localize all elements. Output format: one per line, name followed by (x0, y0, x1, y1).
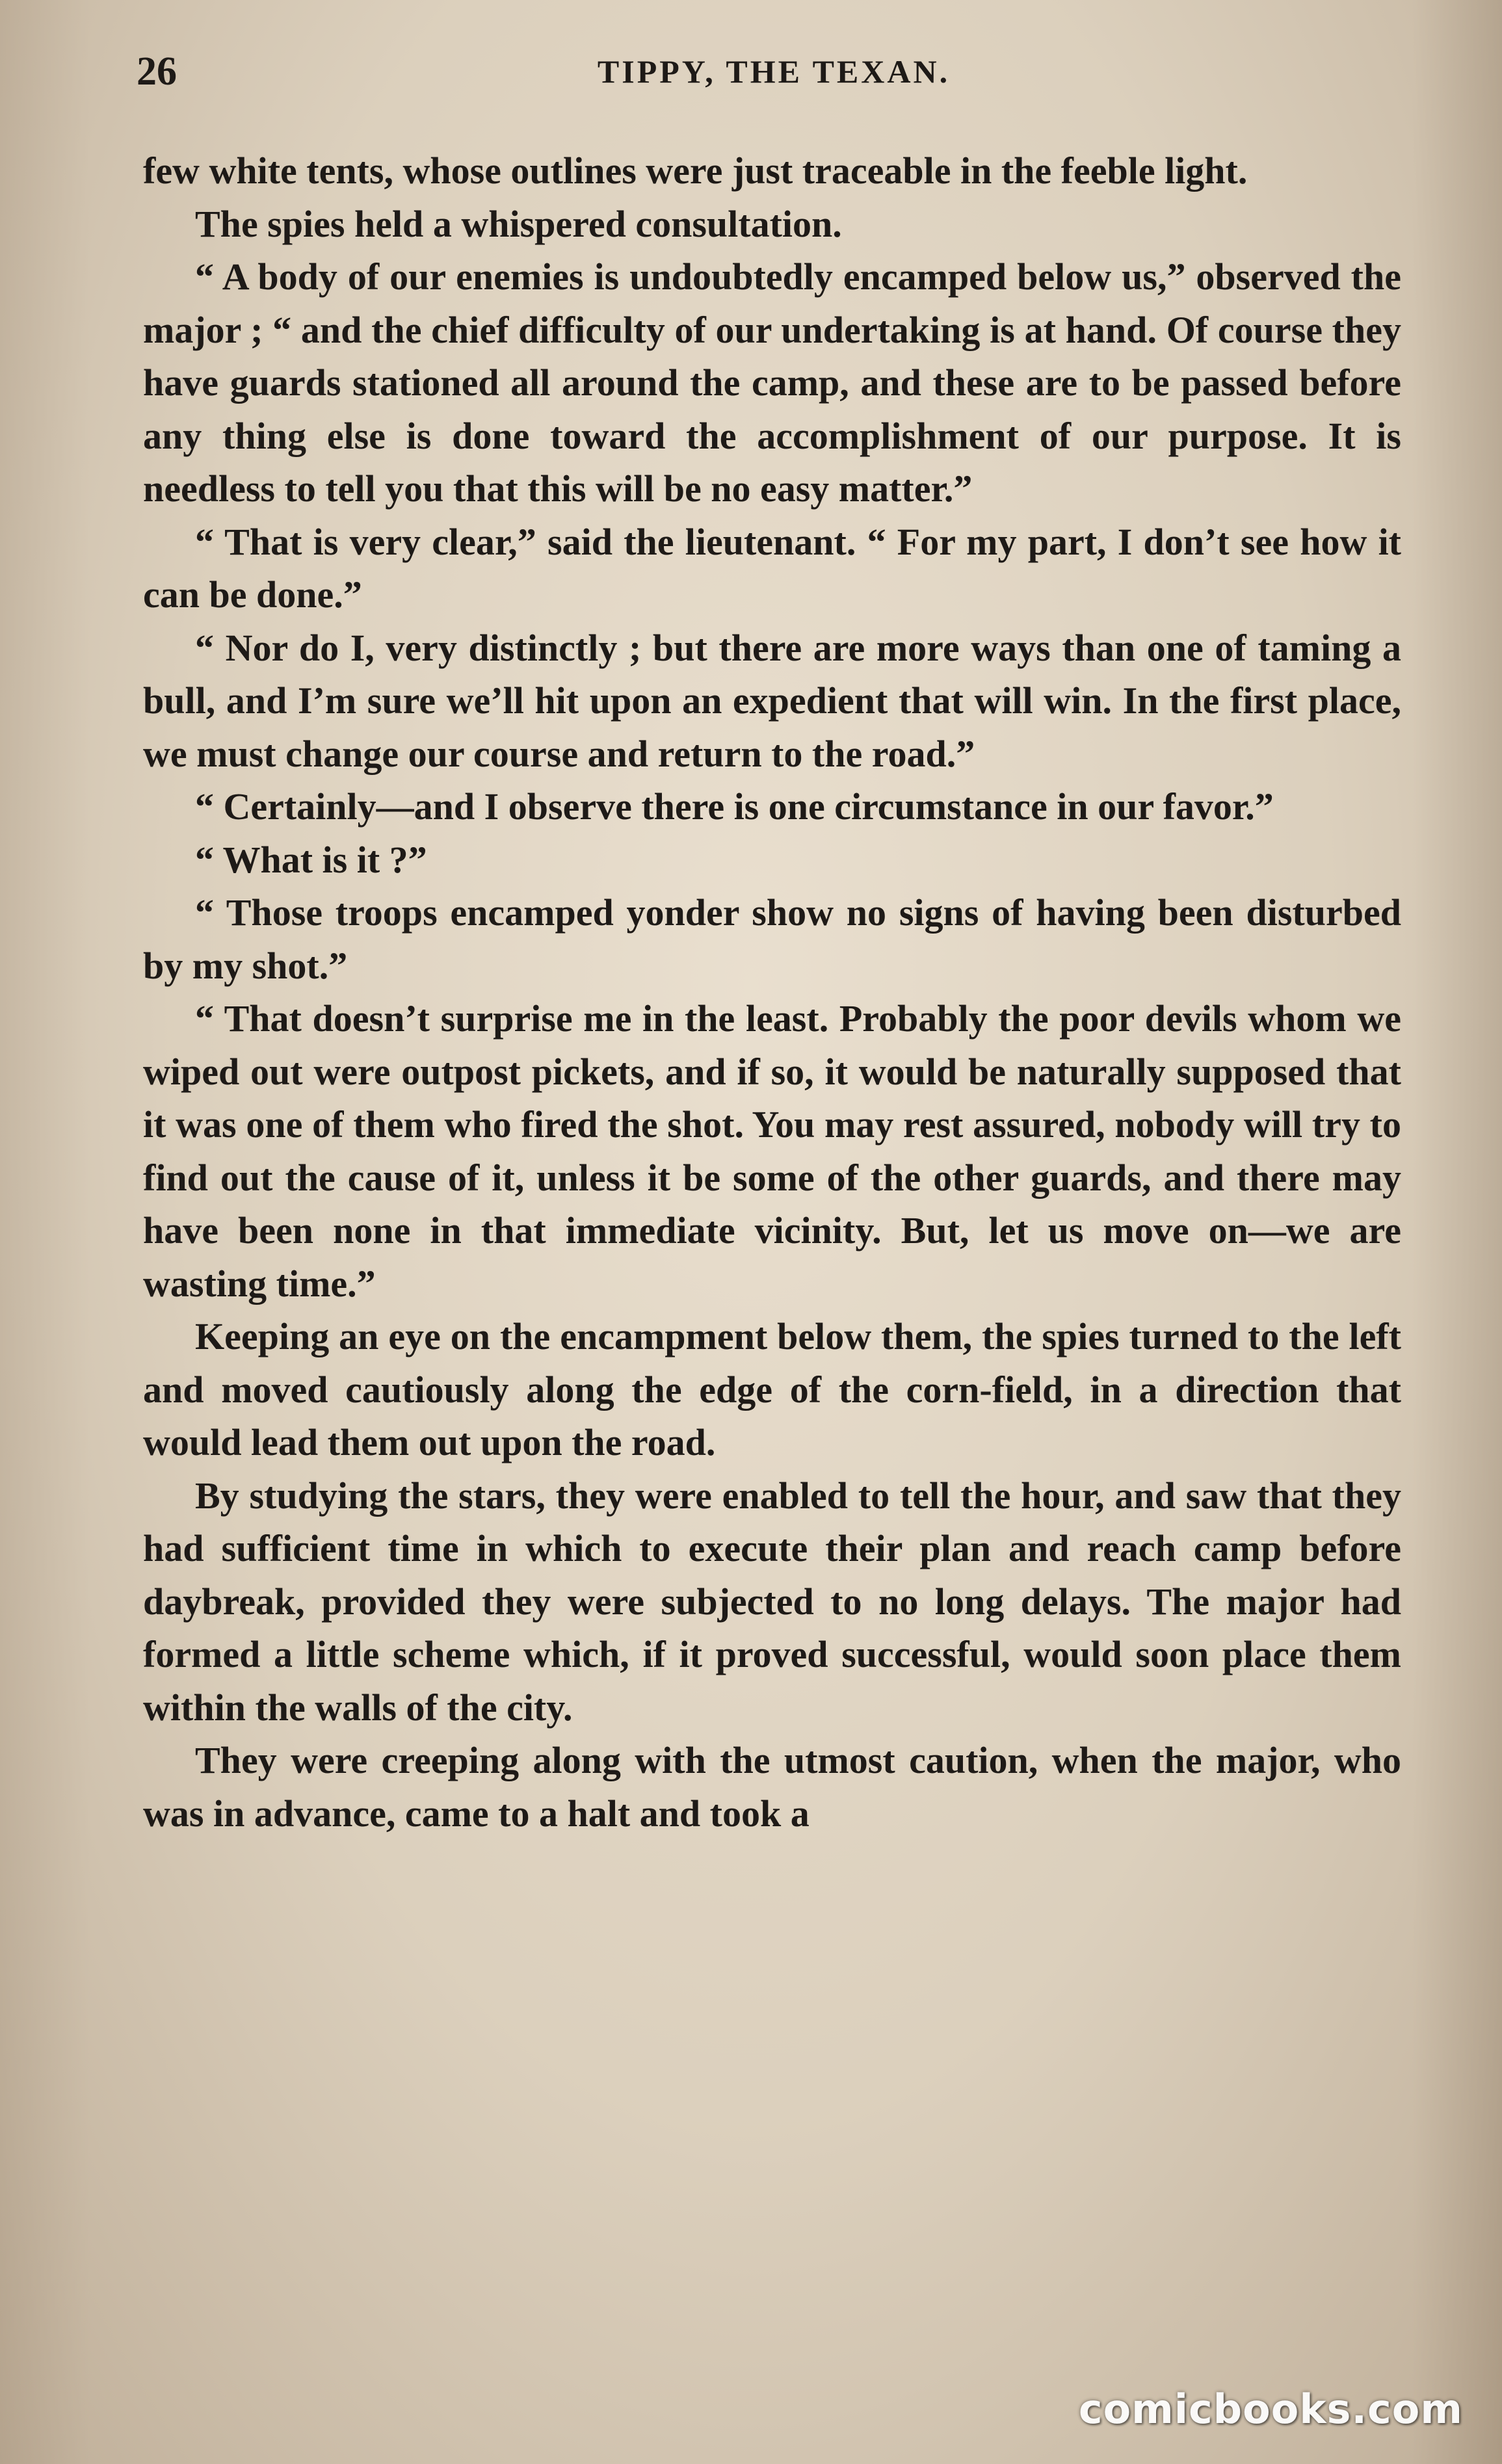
paragraph: The spies held a whispered consultation. (195, 202, 842, 245)
paragraph: “ What is it ?” (195, 838, 427, 881)
paragraph: “ Nor do I, very distinctly ; but there are more ways than one of taming a bull, and I’m sure we’ll hit upon an expedient that will win. In the first place, we must change our course and return to the road.” (143, 626, 1401, 775)
site-watermark: comicbooks.com (1078, 2385, 1463, 2433)
paragraph: “ Certainly—and I observe there is one circumstance in our favor.” (195, 785, 1274, 828)
paragraph: By studying the stars, they were enabled to tell the hour, and saw that they had sufficient time in which to execute their plan and reach camp before daybreak, provided they were subjected to no long delays. The major had formed a little scheme which, if it proved successful, would soon place them within the walls of the city. (143, 1474, 1401, 1729)
paragraph: “ A body of our enemies is undoubtedly encamped below us,” observed the major ; “ and the chief difficulty of our undertaking is at hand. Of course they have guards stationed all around the camp, and these are to be passed before any thing else is done toward the accomplishment of our purpose. It is needless to tell you that this will be no easy matter.” (143, 256, 1401, 510)
paragraph: They were creeping along with the utmost caution, when the major, who was in advance, came to a halt and took a (143, 1739, 1401, 1835)
paragraph: “ That doesn’t surprise me in the least. Probably the poor devils whom we wiped out were outpost pickets, and if so, it would be naturally supposed that it was one of them who fired the shot. You may rest assured, nobody will try to find out the cause of it, unless it be some of the other guards, and there may have been none in that immediate vicinity. But, let us move on—we are wasting time.” (143, 997, 1401, 1305)
body-text (143, 144, 1401, 1840)
paragraph: Keeping an eye on the encampment below them, the spies turned to the left and moved cautiously along the edge of the corn-field, in a direction that would lead them out upon the road. (143, 1315, 1401, 1463)
paragraph: few white tents, whose outlines were just traceable in the feeble light. (143, 150, 1248, 192)
page-header (137, 46, 1411, 98)
paragraph: “ Those troops encamped yonder show no signs of having been disturbed by my shot.” (143, 891, 1401, 987)
running-title: TIPPY, THE TEXAN. (597, 53, 951, 90)
paragraph: “ That is very clear,” said the lieutenant. “ For my part, I don’t see how it can be done.” (143, 520, 1401, 616)
page-number: 26 (137, 49, 177, 94)
